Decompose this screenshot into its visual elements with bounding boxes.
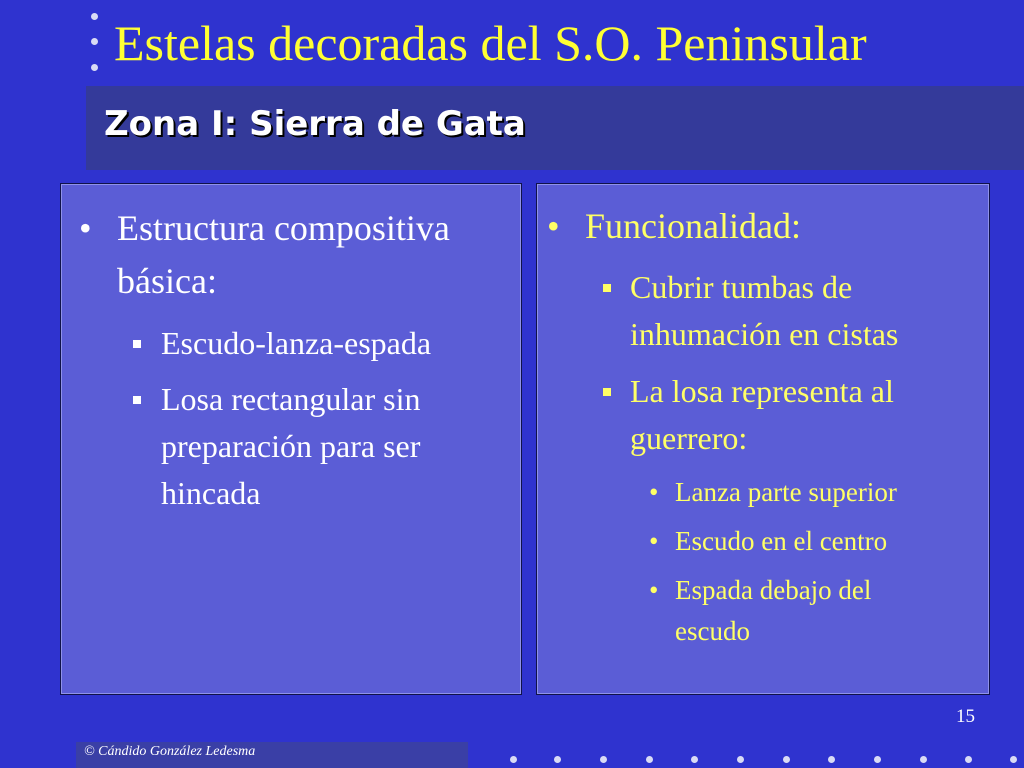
footer-bar: [76, 742, 468, 768]
decorative-dot: [1010, 756, 1017, 763]
bullet-dot: •: [79, 208, 92, 248]
decorative-dot: [600, 756, 607, 763]
decorative-dot: [691, 756, 698, 763]
sub-bullet-item: [603, 264, 979, 358]
decorative-dot: [510, 756, 517, 763]
square-bullet-icon: [603, 284, 611, 292]
slide-subtitle: Zona I: Sierra de Gata: [104, 104, 526, 144]
decorative-dot: [828, 756, 835, 763]
square-bullet-icon: [603, 388, 611, 396]
sub-bullet-text: Losa rectangular sin preparación para ser hincada: [161, 381, 421, 511]
bullet-item: [79, 202, 499, 308]
sub-bullet-item: [133, 376, 513, 517]
sub-sub-bullet-text: Espada debajo del escudo: [675, 575, 872, 646]
decorative-dot: [554, 756, 561, 763]
sub-sub-bullet-item: [649, 472, 979, 513]
footer-copyright: © Cándido González Ledesma: [84, 744, 256, 759]
slide-title: Estelas decoradas del S.O. Peninsular: [114, 15, 867, 71]
square-bullet-icon: [133, 340, 141, 348]
sub-sub-bullet-item: [649, 521, 979, 562]
left-panel: [60, 183, 522, 695]
right-panel: [536, 183, 990, 695]
sub-bullet-text: Escudo-lanza-espada: [161, 325, 432, 361]
bullet-dot: •: [649, 575, 659, 605]
decorative-dot: [646, 756, 653, 763]
bullet-text: Funcionalidad:: [585, 206, 801, 246]
square-bullet-icon: [133, 396, 141, 404]
bullet-dot: •: [547, 206, 560, 246]
sub-sub-bullet-item: [649, 570, 949, 652]
subtitle-bar: [86, 86, 1024, 170]
decorative-dot: [91, 13, 98, 20]
decorative-dot: [737, 756, 744, 763]
decorative-dot: [920, 756, 927, 763]
decorative-dot: [91, 64, 98, 71]
sub-sub-bullet-text: Lanza parte superior: [675, 477, 897, 507]
bullet-text: Estructura compositiva básica:: [117, 208, 450, 301]
page-number: 15: [956, 706, 975, 727]
decorative-dot: [965, 756, 972, 763]
sub-bullet-item: [603, 368, 979, 462]
decorative-dot: [874, 756, 881, 763]
decorative-dot: [91, 38, 98, 45]
bullet-item: [547, 200, 977, 253]
decorative-dot: [783, 756, 790, 763]
bullet-dot: •: [649, 526, 659, 556]
bullet-dot: •: [649, 477, 659, 507]
sub-bullet-text: La losa representa al guerrero:: [630, 373, 894, 456]
sub-sub-bullet-text: Escudo en el centro: [675, 526, 888, 556]
sub-bullet-item: [133, 320, 513, 367]
sub-bullet-text: Cubrir tumbas de inhumación en cistas: [630, 269, 899, 352]
